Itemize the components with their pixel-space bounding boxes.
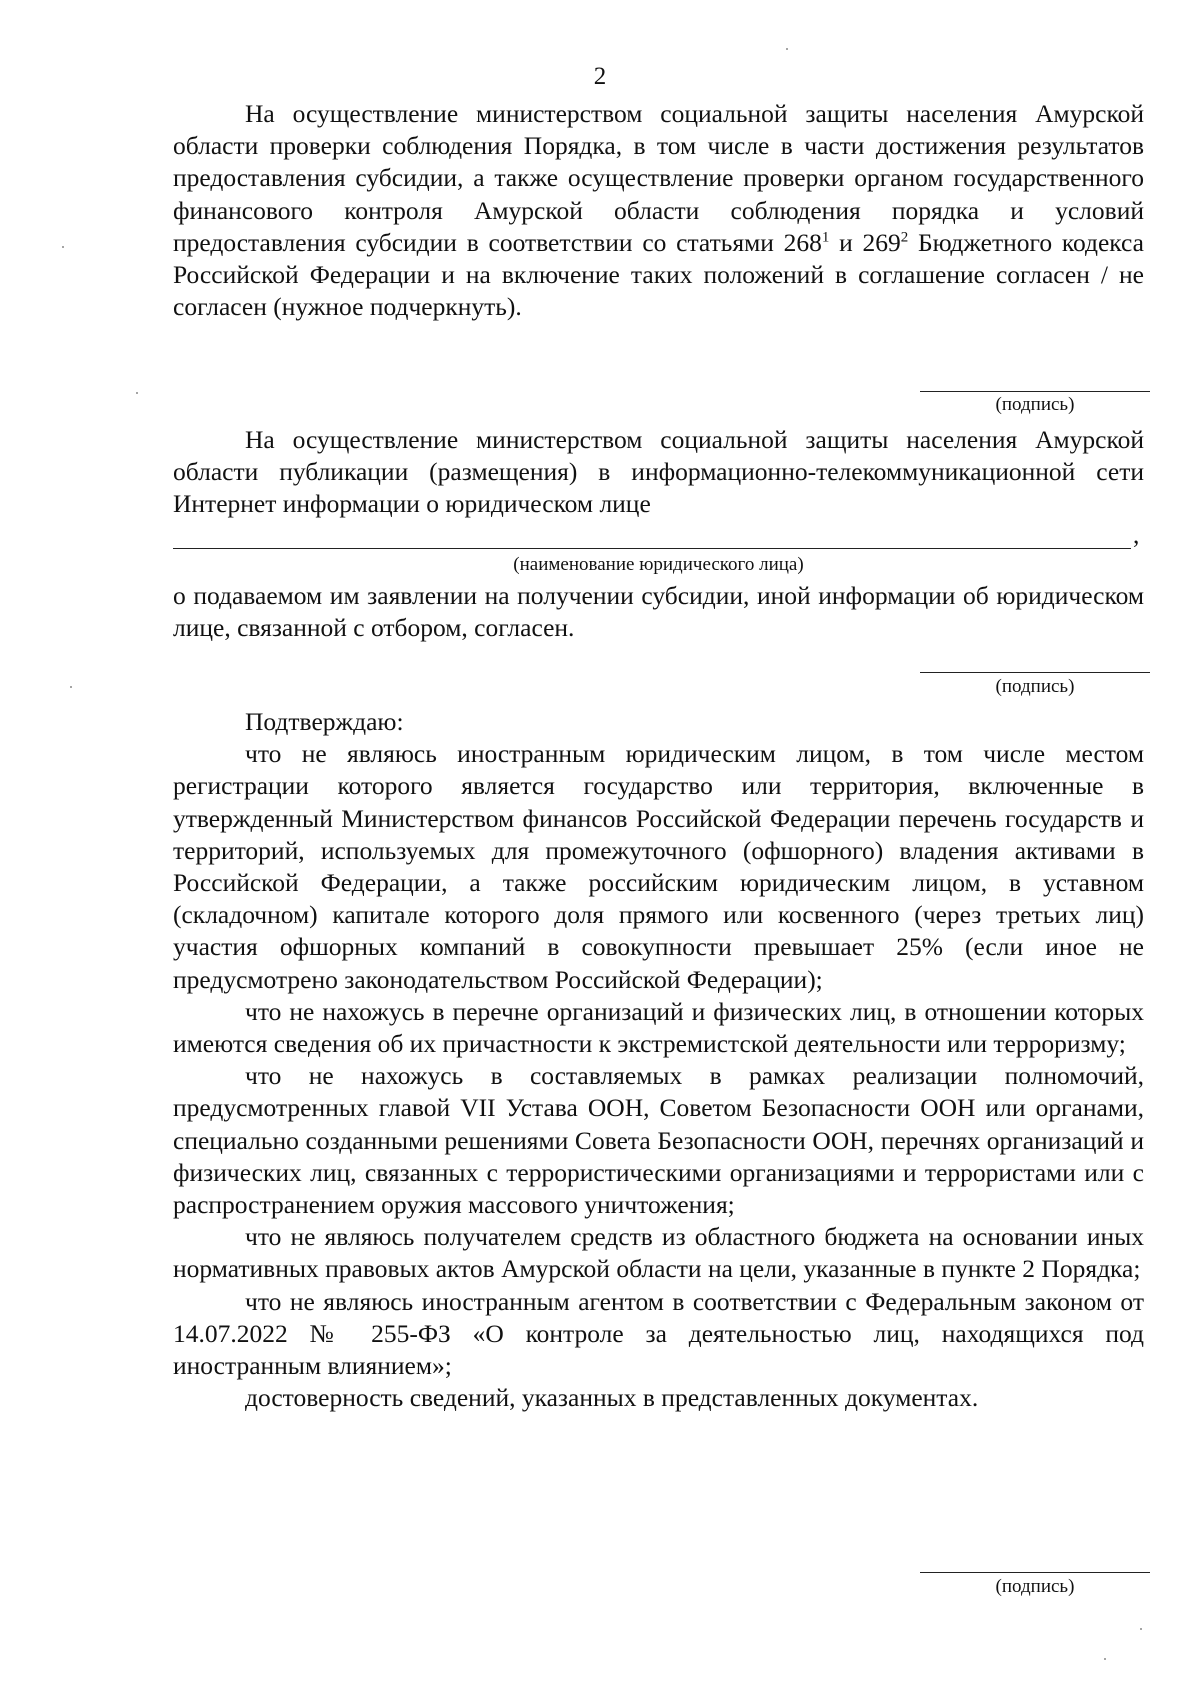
- scan-speck: [1104, 1658, 1106, 1660]
- confirmations-block: [173, 706, 1144, 1414]
- name-line-comma: ,: [1133, 520, 1140, 549]
- consent-publication-paragraph-2: о подаваемом им заявлении на получении субсидии, иной информации об юридическом лице, связанной с отбором, согласен.: [173, 581, 1144, 643]
- signature-caption-2: (подпись): [995, 676, 1075, 697]
- consent-inspection-paragraph: [173, 98, 1144, 323]
- consent-publication-block-2: [173, 580, 1144, 644]
- confirmation-item: что не являюсь иностранным агентом в соответствии с Федеральным законом от 14.07.2022 № 255-ФЗ «О контроле за деятельностью лиц, находящихся под иностранным влиянием»;: [173, 1286, 1144, 1381]
- legal-entity-name-caption: (наименование юридического лица): [513, 554, 804, 575]
- confirmation-item: достоверность сведений, указанных в представленных документах.: [245, 1383, 979, 1413]
- scan-speck: [62, 246, 64, 248]
- legal-entity-name-line[interactable]: [173, 548, 1131, 549]
- signature-caption-1: (подпись): [995, 394, 1075, 415]
- confirmation-item: что не являюсь получателем средств из областного бюджета на основании иных нормативных правовых актов Амурской области на цели, указанные в пункте 2 Порядка;: [173, 1222, 1144, 1284]
- scan-speck: [1140, 1628, 1142, 1630]
- consent-publication-block: [173, 424, 1144, 521]
- confirmation-item: что не нахожусь в перечне организаций и физических лиц, в отношении которых имеются сведения об их причастности к экстремистской деятельности или терроризму;: [173, 996, 1144, 1059]
- article-268-superscript: 1: [821, 229, 830, 246]
- confirmations-heading: Подтверждаю:: [245, 707, 404, 736]
- consent-publication-paragraph-1: На осуществление министерством социальной защиты населения Амурской области публикации (размещения) в информационно-телекоммуникационной сети Интернет информации о юридическом лице: [173, 425, 1144, 519]
- confirmation-item: что не являюсь иностранным юридическим лицом, в том числе местом регистрации которого является государство или территория, включенные в утвержденный Министерством финансов Российской Федерации перечень государств и территорий, используемых для промежуточного (офшорного) владения активами в Российской Федерации, а также российским юридическим лицом, в уставном (складочном) капитале которого доля прямого или косвенного (через третьих лиц) участия офшорных компаний в совокупности превышает 25% (если иное не предусмотрено законодательством Российской Федерации);: [173, 739, 1144, 994]
- signature-line-2[interactable]: [920, 672, 1150, 673]
- signature-line-1[interactable]: [920, 391, 1150, 392]
- scan-speck: [70, 686, 72, 688]
- consent-inspection-text-3: Бюджетного кодекса Российской Федерации и на включение таких положений в соглашение согласен / не согласен (нужное подчеркнуть).: [173, 227, 1144, 322]
- confirmation-item: что не нахожусь в составляемых в рамках реализации полномочий, предусмотренных главой VII Устава ООН, Советом Безопасности ООН или органами, специально созданными решениями Совета Безопасности ООН, перечнях организаций и физических лиц, связанных с террористическими организациями и террористами или с распространением оружия массового уничтожения;: [173, 1061, 1144, 1220]
- signature-caption-3: (подпись): [995, 1576, 1075, 1597]
- article-269-superscript: 2: [900, 229, 909, 246]
- scan-speck: [136, 392, 138, 394]
- consent-inspection-text-2: и 269: [829, 227, 901, 257]
- signature-line-3[interactable]: [920, 1572, 1150, 1573]
- scan-speck: [786, 48, 788, 50]
- consent-inspection-text-1: На осуществление министерством социальной защиты населения Амурской области проверки соблюдения Порядка, в том числе в части достижения результатов предоставления субсидии, а также осуществление проверки органом государственного финансового контроля Амурской области соблюдения порядка и условий предоставления субсидии в соответствии со статьями 268: [173, 99, 1144, 257]
- page-number: 2: [593, 63, 607, 90]
- consent-inspection-block: [173, 98, 1144, 323]
